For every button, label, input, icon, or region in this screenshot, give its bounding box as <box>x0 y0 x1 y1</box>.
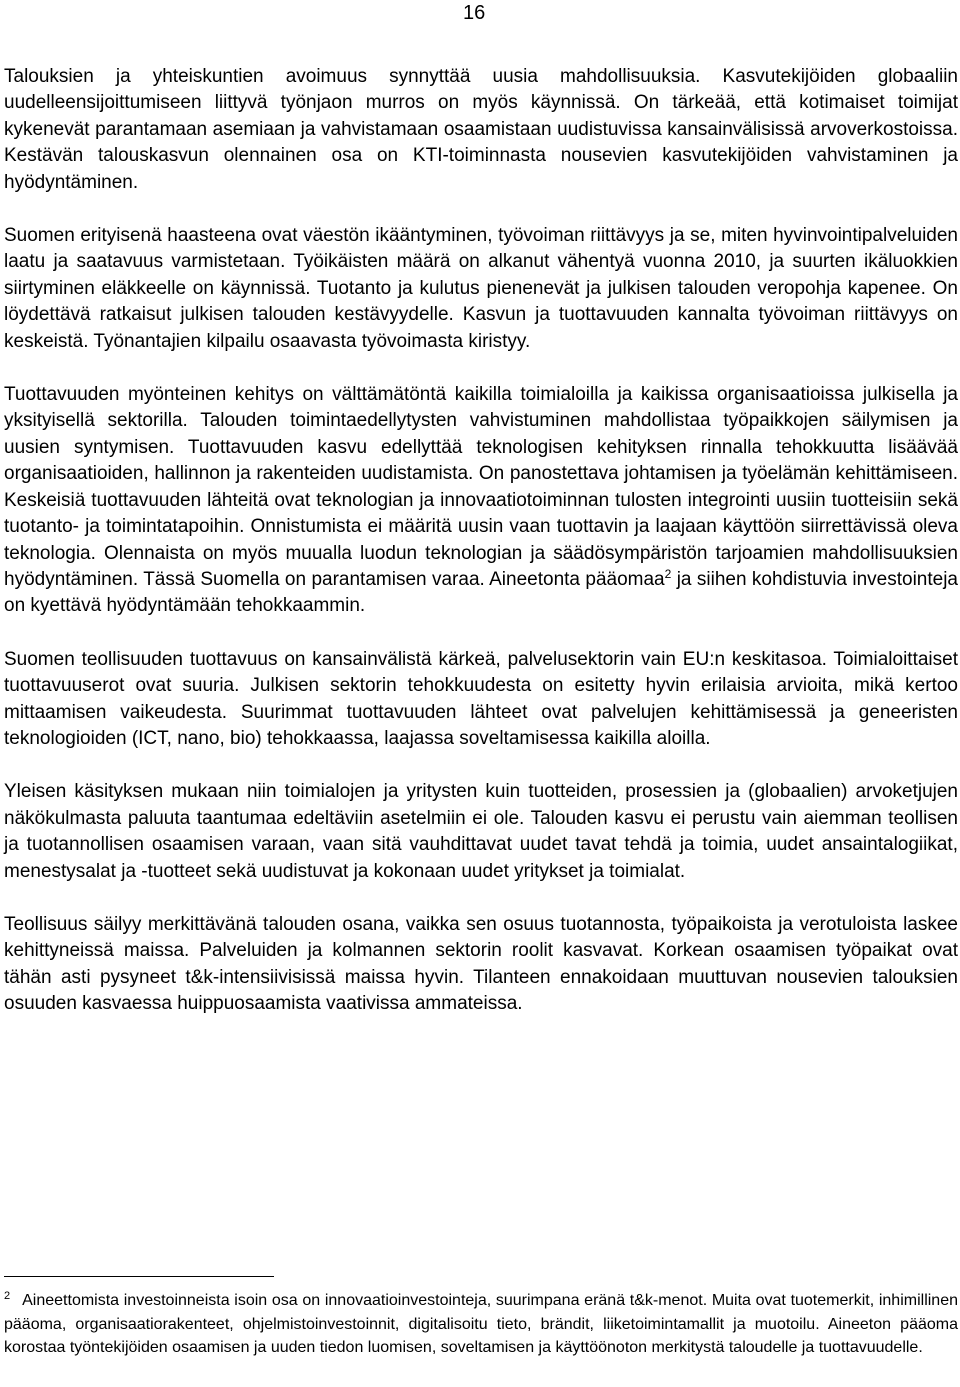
footnote-reference: 2 <box>664 566 672 581</box>
page-number: 16 <box>463 2 486 24</box>
paragraph-productivity <box>4 382 958 620</box>
paragraph-aging-workforce: Suomen erityisenä haasteena ovat väestön ikääntyminen, työvoiman riittävyys ja se, miten hyvinvointipalveluiden laatu ja saatavuus varmistetaan. Työikäisten määrä on alkanut vähentyä vuonna 2010, ja suurten ikäluokkien siirtyminen eläkkeelle on käynnissä. Tuotanto ja kulutus pienenevät ja julkisen talouden veropohja kapenee. On löydettävä ratkaisut julkisen talouden kestävyydelle. Kasvun ja tuottavuuden kannalta työvoiman riittävyys on keskeistä. Työnantajien kilpailu osaavasta työvoimasta kiristyy. <box>4 225 958 352</box>
paragraph-industry-role: Teollisuus säilyy merkittävänä talouden osana, vaikka sen osuus tuotannosta, työpaikoista ja verotuloista laskee kehittyneissä maissa. Palveluiden ja kolmannen sektorin roolit kasvavat. Korkean osaamisen työpaikat ovat tähän asti pysyneet t&k-intensiivisissä maissa hyvin. Tilanteen ennakoidaan muuttuvan nousevien talouksien osuuden kasvaessa huippuosaamista vaativissa ammateissa. <box>4 913 958 1015</box>
paragraph-productivity-text-end: ja siihen kohdistuvia investointeja on kyettävä hyödyntämään tehokkaammin. <box>4 568 959 617</box>
footnote-mark: 2 <box>4 1289 11 1302</box>
footnote-text: Aineettomista investoinneista isoin osa on innovaatioinvestointeja, suurimpana eränä t&k-menot. Muita ovat tuotemerkit, inhimillinen pääoma, organisaatiorakenteet, ohjelmistoinvestoinnit, digitalisoitu tieto, brändit, liiketoimintamallit ja muotoilu. Aineeton pääoma korostaa työntekijöiden osaamisen ja uuden tiedon luomisen, soveltamisen ja käyttöönoton merkitystä taloudelle ja tuottavuudelle. <box>4 1292 958 1356</box>
paragraph-new-growth: Yleisen käsityksen mukaan niin toimialojen ja yritysten kuin tuotteiden, prosessien ja (globaalien) arvoketjujen näkökulmasta paluuta taantumaa edeltäviin asetelmiin ei ole. Talouden kasvu ei perustu vain aiemman teollisen ja tuotannollisen osaamisen varaan, vaan sitä vauhdittavat uudet tavat tehdä ja toimia, uudet ansaintalogiikat, menestysalat ja -tuotteet sekä uudistuvat ja kokonaan uudet yritykset ja toimialat. <box>4 781 958 882</box>
paragraph-industry-productivity: Suomen teollisuuden tuottavuus on kansainvälistä kärkeä, palvelusektorin vain EU:n keskitasoa. Toimialoittaiset tuottavuuserot ovat suuria. Julkisen sektorin tehokkuudesta on esitetty hyvin erilaisia arvioita, mikä kertoo mittaamisen vaikeudesta. Suurimmat tuottavuuden lähteet ovat palvelujen kehittämisessä ja geneeristen teknologioiden (ICT, nano, bio) tehokkaassa, laajassa soveltamisessa kaikilla aloilla. <box>4 648 958 749</box>
body-text <box>4 64 958 1045</box>
paragraph-open-economies: Talouksien ja yhteiskuntien avoimuus synnyttää uusia mahdollisuuksia. Kasvutekijöiden globaaliin uudelleensijoittumiseen liittyvä työnjaon murros on myös käynnissä. On tärkeää, että kotimaiset toimijat kykenevät parantamaan asemiaan ja vahvistamaan osaamistaan uudistuvissa kansainvälisissä arvoverkostoissa. Kestävän talouskasvun olennainen osa on KTI-toiminnasta nousevien kasvutekijöiden vahvistaminen ja hyödyntäminen. <box>4 66 958 193</box>
footnote-separator <box>4 1276 274 1277</box>
footnote <box>4 1289 958 1360</box>
paragraph-productivity-text: Tuottavuuden myönteinen kehitys on välttämätöntä kaikilla toimialoilla ja kaikissa organisaatioissa julkisella ja yksityisellä sektorilla. Talouden toimintaedellytysten vahvistuminen mahdollistaa työpaikkojen säilymisen ja uusien syntymisen. Tuottavuuden kasvu edellyttää teknologisen kehityksen rinnalla tehokkuutta lisäävää organisaatioiden, hallinnon ja rakenteiden uudistamista. On panostettava johtamisen ja työelämän kehittämiseen. Keskeisiä tuottavuuden lähteitä ovat teknologian ja innovaatiotoiminnan tulosten integrointi uusiin tuotteisiin sekä tuotanto- ja toimintatapoihin. Onnistumista ei määritä uusin vaan tuottavin ja laajaan käyttöön siirrettävissä oleva teknologia. Olennaista on myös muualla luodun teknologian ja säädösympäristön tarjoamien mahdollisuuksien hyödyntäminen. Tässä Suomella on parantamisen varaa. Aineetonta pääomaa <box>4 384 958 590</box>
